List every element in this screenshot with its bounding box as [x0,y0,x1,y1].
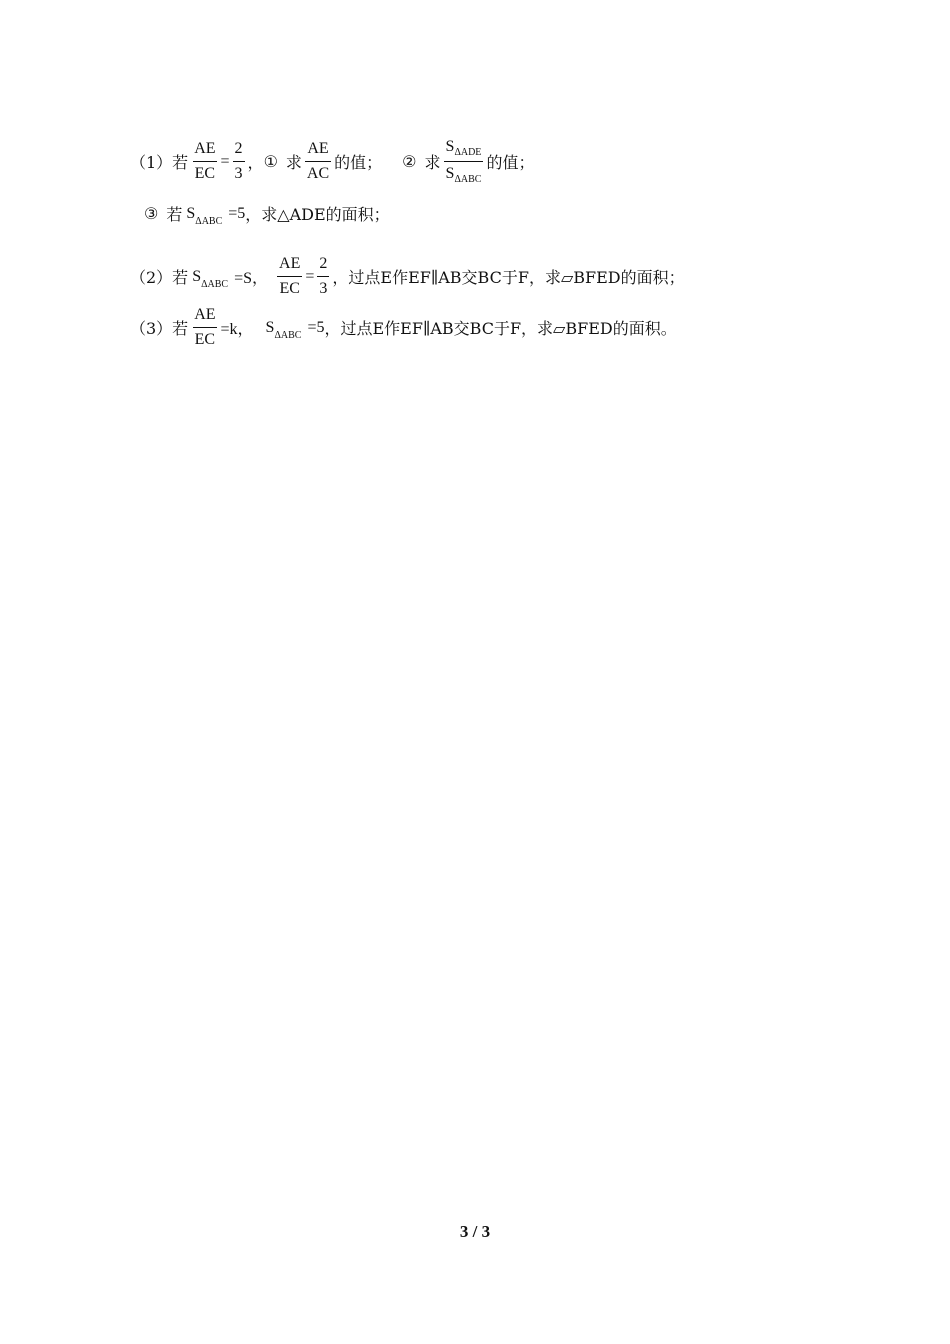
q3-label: （3）若 [130,319,189,338]
part-1-ask: 求 [285,153,302,172]
fraction-numerator: 2 [234,140,243,157]
fraction-numerator: 2 [319,255,328,272]
area-subscript: ΔABC [274,329,302,341]
area-symbol: S [186,204,196,222]
q2-label: （2）若 [130,268,189,287]
area-subscript: ΔABC [201,278,229,290]
question-3 [130,305,677,350]
area-subscript: ΔADE [454,147,482,158]
question-1-part-3 [144,202,390,225]
area-abc [192,267,229,290]
part-2-mark: ② [402,152,417,171]
page-number: 3 / 3 [459,1222,491,1241]
fraction-area-ratio [444,137,484,186]
fraction-two-thirds [233,139,245,184]
equals-value: =S， [234,270,269,287]
fraction-numerator: AE [194,306,216,323]
q2-rest: ，过点E作EF∥AB交BC于F，求▱BFED的面积； [332,268,685,287]
area-abc [186,204,223,227]
area-subscript: ΔABC [454,174,482,185]
part-1-end: 的值； [334,153,383,172]
part-2-end: 的值； [486,153,535,172]
question-2 [130,254,685,299]
fraction-numerator [444,137,484,161]
equals-sign: = [220,152,230,170]
fraction-ae-ec [192,139,217,184]
part-1-mark: ① [263,152,278,171]
part-2-ask: 求 [424,153,441,172]
fraction-ae-ac [305,139,331,184]
fraction-ae-ec [277,254,302,299]
equals-value: =5 [228,204,246,222]
fraction-two-thirds [317,254,329,299]
fraction-numerator: AE [279,255,301,272]
part-3-label: 若 [166,205,183,224]
fraction-denominator: 3 [317,276,329,299]
q3-rest: ，过点E作EF∥AB交BC于F，求▱BFED的面积。 [324,319,677,338]
area-symbol: S [445,138,455,155]
fraction-denominator: EC [193,327,217,350]
question-1 [130,137,534,186]
equals-value: =k， [220,321,254,338]
comma: ， [247,153,264,172]
fraction-numerator: AE [307,140,329,157]
fraction-denominator: EC [277,276,301,299]
area-subscript: ΔABC [195,215,223,227]
fraction-denominator: AC [305,161,331,184]
equals-value-2: =5 [307,318,325,336]
fraction-denominator: EC [193,161,217,184]
part-3-rest: ，求△ADE的面积； [245,205,390,224]
equals-sign: = [305,267,315,285]
area-symbol: S [265,318,275,336]
part-3-mark: ③ [144,204,159,223]
fraction-numerator: AE [194,140,216,157]
area-symbol: S [192,267,202,285]
area-abc [265,318,302,341]
area-symbol: S [445,165,455,182]
fraction-denominator [444,161,484,186]
fraction-denominator: 3 [233,161,245,184]
fraction-ae-ec [192,305,217,350]
q1-label: （1）若 [130,153,189,172]
